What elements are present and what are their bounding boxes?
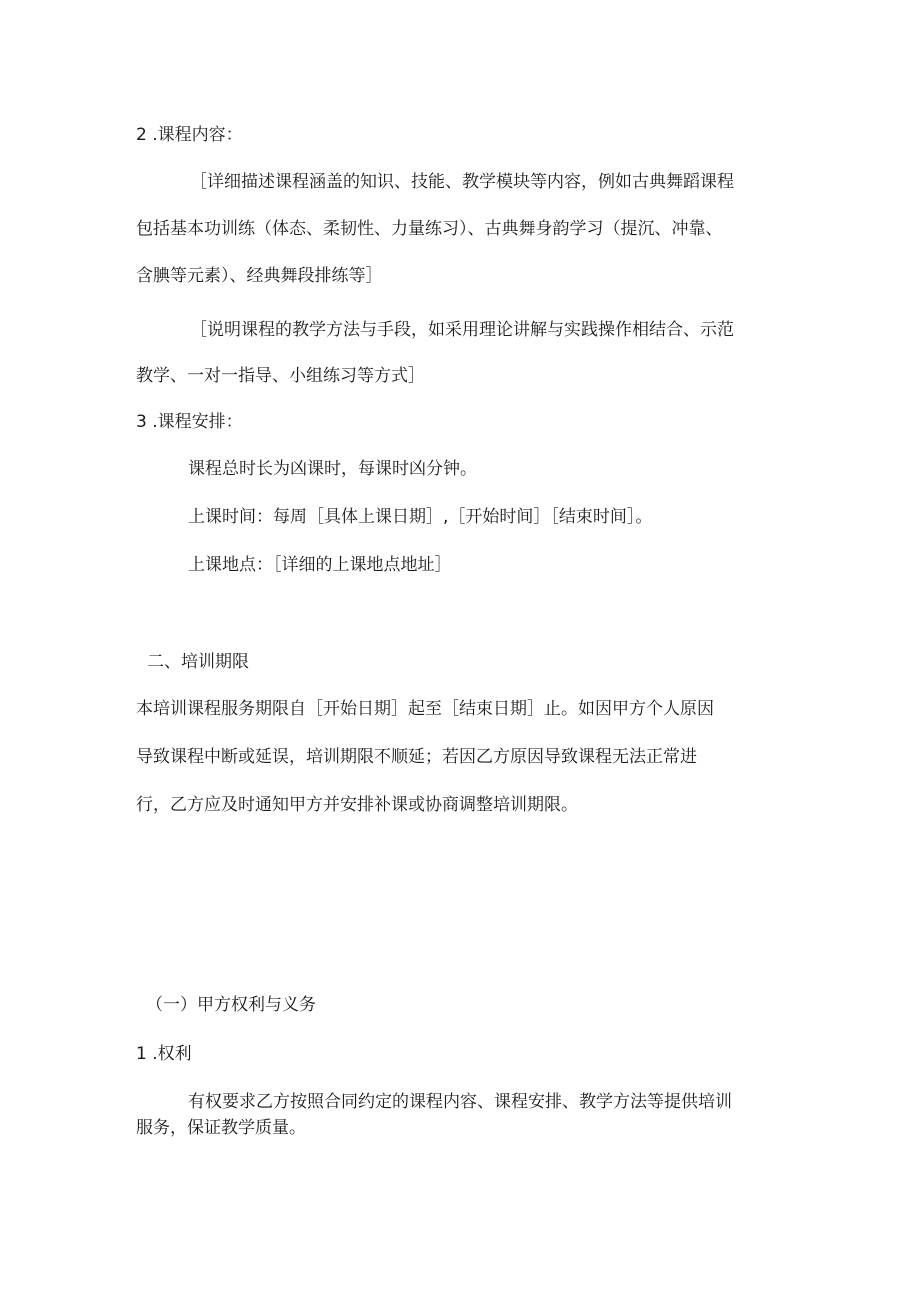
training-period-heading: 二、培训期限	[147, 652, 249, 672]
course-content-description-line-1: ［详细描述课程涵盖的知识、技能、教学模块等内容，例如古典舞蹈课程	[190, 172, 734, 192]
rights-subheading: 1 .权利	[136, 1044, 192, 1064]
training-period-line-2: 导致课程中断或延误，培训期限不顺延；若因乙方原因导致课程无法正常进	[136, 747, 697, 767]
course-content-heading: 2 .课程内容：	[136, 125, 243, 145]
course-duration: 课程总时长为凶课时，每课时凶分钟。	[188, 459, 477, 479]
rights-line-2: 服务，保证教学质量。	[136, 1118, 306, 1138]
class-location: 上课地点：［详细的上课地点地址］	[188, 555, 452, 575]
class-time: 上课时间：每周［具体上课日期］,［开始时间］［结束时间］。	[188, 507, 653, 527]
rights-line-1: 有权要求乙方按照合同约定的课程内容、课程安排、教学方法等提供培训	[188, 1092, 732, 1112]
training-period-line-1: 本培训课程服务期限自［开始日期］起至［结束日期］止。如因甲方个人原因	[136, 699, 714, 719]
teaching-method-line-1: ［说明课程的教学方法与手段，如采用理论讲解与实践操作相结合、示范	[190, 320, 734, 340]
training-period-line-3: 行，乙方应及时通知甲方并安排补课或协商调整培训期限。	[136, 795, 578, 815]
party-a-rights-duties-heading: （一）甲方权利与义务	[146, 995, 316, 1015]
teaching-method-line-2: 教学、一对一指导、小组练习等方式］	[136, 366, 425, 386]
course-content-description-line-2: 包括基本功训练（体态、柔韧性、力量练习）、古典舞身韵学习（提沉、冲靠、	[136, 219, 723, 239]
course-content-description-line-3: 含腆等元素）、经典舞段排练等］	[136, 266, 383, 286]
course-schedule-heading: 3 .课程安排：	[136, 412, 243, 432]
